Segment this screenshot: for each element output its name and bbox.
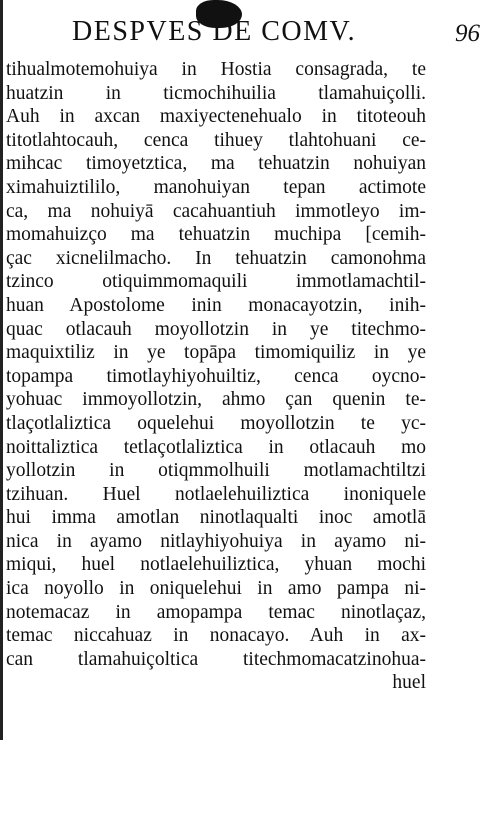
- text-line: ica noyollo in oniquelehui in amo pampa ni-: [6, 578, 426, 600]
- text-line: noittaliztica tetlaçotlaliztica in otlacauh mo: [6, 436, 426, 458]
- catchword: huel: [392, 672, 426, 694]
- text-line: quac otlacauh moyollotzin in ye titechmo-: [6, 318, 426, 340]
- text-line: çac xicnelilmacho. In tehuatzin camonohma: [6, 247, 426, 269]
- text-line: huan Apostolome inin monacayotzin, inih-: [6, 294, 426, 316]
- text-line: yollotzin in otiqmmolhuili motlamachtiltzi: [6, 460, 426, 482]
- page-header: [0, 14, 500, 50]
- text-line: ca, ma nohuiyā cacahuantiuh immotleyo im-: [6, 200, 426, 222]
- text-line: momahuizço ma tehuatzin muchipa [cemih-: [6, 224, 426, 246]
- text-line: mihcac timoyetztica, ma tehuatzin nohuiyan: [6, 153, 426, 175]
- bottom-margin: [0, 745, 500, 821]
- text-line: tzinco otiquimmomaquili immotlamachtil-: [6, 271, 426, 293]
- page-number: 96: [455, 20, 480, 47]
- text-line: tihualmotemohuiya in Hostia consagrada, te: [6, 59, 426, 80]
- text-line: temac niccahuaz in nonacayo. Auh in ax-: [6, 625, 426, 647]
- text-line: notemacaz in amopampa temac ninotlaçaz,: [6, 601, 426, 623]
- text-line: can tlamahuiçoltica titechmomacatzinohua-: [6, 648, 426, 670]
- text-line: miqui, huel notlaelehuiliztica, yhuan mochi: [6, 554, 426, 576]
- text-line: titotlahtocauh, cenca tihuey tlahtohuani ce-: [6, 129, 426, 151]
- text-line: nica in ayamo nitlayhiyohuiya in ayamo ni-: [6, 530, 426, 552]
- text-line: Auh in axcan maxiyectenehualo in titoteouh: [6, 106, 426, 128]
- text-line: huatzin in ticmochihuilia tlamahuiçolli.: [6, 82, 426, 104]
- binding-shadow: [0, 0, 3, 740]
- text-line: hui imma amotlan ninotlaqualti inoc amotlā: [6, 507, 426, 529]
- text-line: tzihuan. Huel notlaelehuiliztica inoniquele: [6, 483, 426, 505]
- body-text: [6, 58, 426, 695]
- running-head: DESPVES DE COMV.: [72, 16, 357, 47]
- text-line: maquixtiliz in ye topāpa timomiquiliz in ye: [6, 342, 426, 364]
- text-line: ximahuiztililo, manohuiyan tepan actimote: [6, 176, 426, 198]
- text-line: tlaçotlaliztica oquelehui moyollotzin te yc-: [6, 412, 426, 434]
- text-line: yohuac immoyollotzin, ahmo çan quenin te-: [6, 389, 426, 411]
- text-line: topampa timotlayhiyohuiltiz, cenca oycno-: [6, 365, 426, 387]
